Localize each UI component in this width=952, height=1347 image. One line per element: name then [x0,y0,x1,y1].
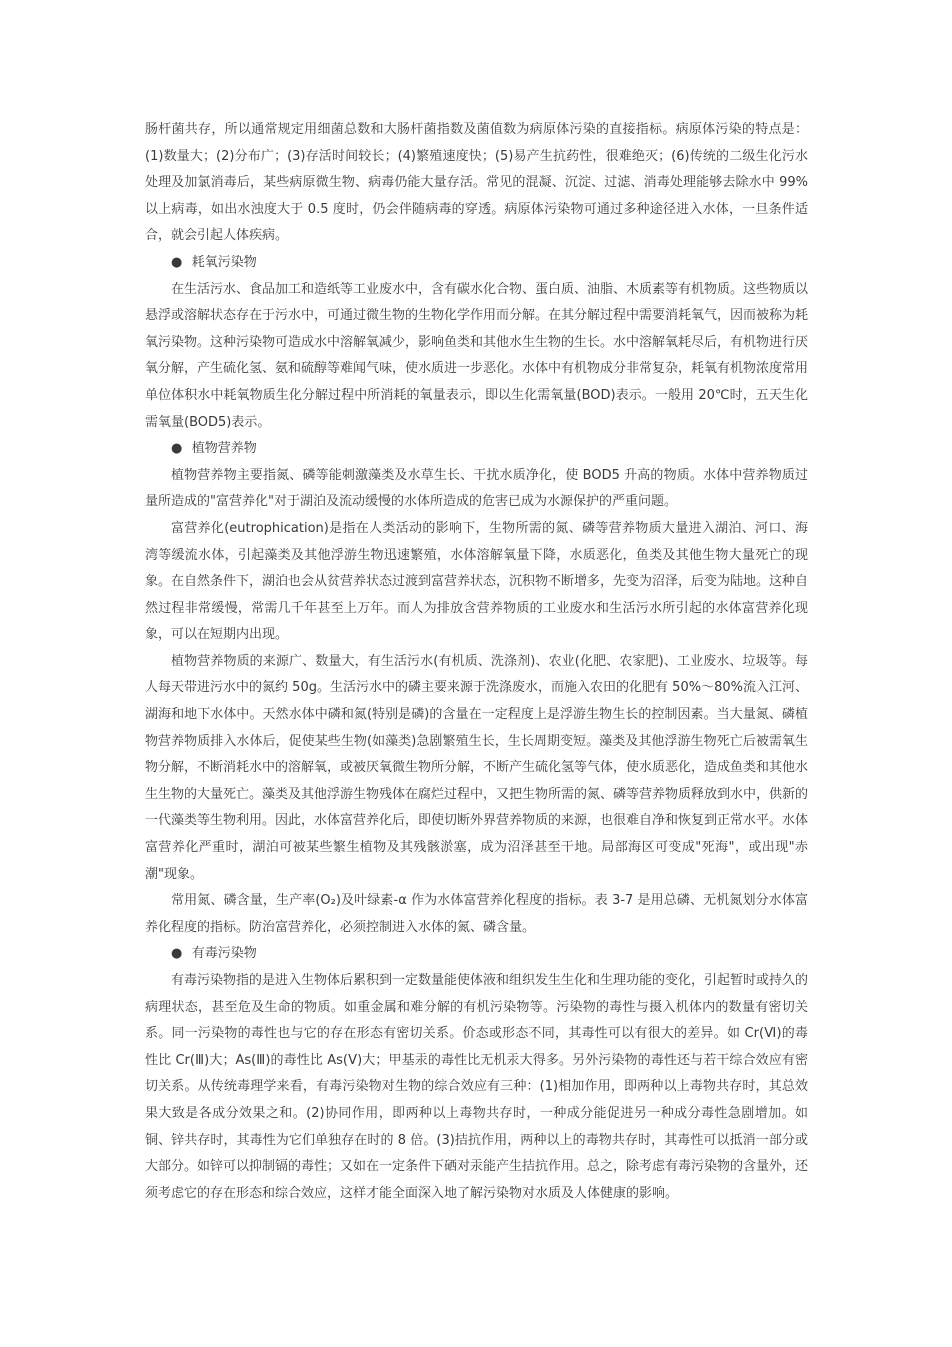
paragraph-nutrient-sources: 植物营养物质的来源广、数量大，有生活污水(有机质、洗涤剂)、农业(化肥、农家肥)、工业废水、垃圾等。每人每天带进污水中的氮约 50g。生活污水中的磷主要来源于洗涤废水，而施入农田的化肥有 50%～80%流入江河、湖海和地下水体中。天然水体中磷和氮(特别是磷)的含量在一定程度上是浮游生物生长的控制因素。当大量氮、磷植物营养物质排入水体后，促使某些生物(如藻类)急剧繁殖生长，生长周期变短。藻类及其他浮游生物死亡后被需氧生物分解，不断消耗水中的溶解氧，或被厌氧微生物所分解，不断产生硫化氢等气体，使水质恶化，造成鱼类和其他水生生物的大量死亡。藻类及其他浮游生物残体在腐烂过程中，又把生物所需的氮、磷等营养物质释放到水中，供新的一代藻类等生物利用。因此，水体富营养化后，即使切断外界营养物质的来源，也很难自净和恢复到正常水平。水体富营养化严重时，湖泊可被某些繁生植物及其残骸淤塞，成为沼泽甚至干地。局部海区可变成"死海"，或出现"赤潮"现象。 [145,653,809,882]
paragraph-oxygen-consuming: 在生活污水、食品加工和造纸等工业废水中，含有碳水化合物、蛋白质、油脂、木质素等有机物质。这些物质以悬浮或溶解状态存在于污水中，可通过微生物的生物化学作用而分解。在其分解过程中需要消耗氧气，因而被称为耗氧污染物。这种污染物可造成水中溶解氧减少，影响鱼类和其他水生生物的生长。水中溶解氧耗尽后，有机物进行厌氧分解，产生硫化氢、氨和硫醇等难闻气味，使水质进一步恶化。水体中有机物成分非常复杂，耗氧有机物浓度常用单位体积水中耗氧物质生化分解过程中所消耗的氧量表示，即以生化需氧量(BOD)表示。一般用 20℃时，五天生化需氧量(BOD5)表示。 [145,281,809,430]
bullet-icon: ● [171,254,183,270]
paragraph-eutrophication: 富营养化(eutrophication)是指在人类活动的影响下，生物所需的氮、磷等营养物质大量进入湖泊、河口、海湾等缓流水体，引起藻类及其他浮游生物迅速繁殖，水体溶解氧量下降，水质恶化，鱼类及其他生物大量死亡的现象。在自然条件下，湖泊也会从贫营养状态过渡到富营养状态，沉积物不断增多，先变为沼泽，后变为陆地。这种自然过程非常缓慢，常需几千年甚至上万年。而人为排放含营养物质的工业废水和生活污水所引起的水体富营养化现象，可以在短期内出现。 [145,520,809,643]
bullet-icon: ● [171,946,183,962]
paragraph-plant-nutrients-intro: 植物营养物主要指氮、磷等能刺激藻类及水草生长、干扰水质净化，使 BOD5 升高的物质。水体中营养物质过量所造成的"富营养化"对于湖泊及流动缓慢的水体所造成的危害已成为水源保护的严重问题。 [145,467,808,510]
heading-oxygen-consuming [145,250,808,277]
paragraph-toxic-pollutants: 有毒污染物指的是进入生物体后累积到一定数量能使体液和组织发生生化和生理功能的变化，引起暂时或持久的病理状态，甚至危及生命的物质。如重金属和难分解的有机污染物等。污染物的毒性与摄入机体内的数量有密切关系。同一污染物的毒性也与它的存在形态有密切关系。价态或形态不同，其毒性可以有很大的差异。如 Cr(Ⅵ)的毒性比 Cr(Ⅲ)大；As(Ⅲ)的毒性比 As(Ⅴ)大；甲基汞的毒性比无机汞大得多。另外污染物的毒性还与若干综合效应有密切关系。从传统毒理学来看，有毒污染物对生物的综合效应有三种：(1)相加作用，即两种以上毒物共存时，其总效果大致是各成分效果之和。(2)协同作用，即两种以上毒物共存时，一种成分能促进另一种成分毒性急剧增加。如铜、锌共存时，其毒性为它们单独存在时的 8 倍。(3)拮抗作用，两种以上的毒物共存时，其毒性可以抵消一部分或大部分。如锌可以抑制镉的毒性；又如在一定条件下硒对汞能产生拮抗作用。总之，除考虑有毒污染物的含量外，还须考虑它的存在形态和综合效应，这样才能全面深入地了解污染物对水质及人体健康的影响。 [145,973,809,1201]
paragraph-pathogen-continued: 肠杆菌共存，所以通常规定用细菌总数和大肠杆菌指数及菌值数为病原体污染的直接指标。病原体污染的特点是：(1)数量大；(2)分布广；(3)存活时间较长；(4)繁殖速度快；(5)易产生抗药性，很难绝灭；(6)传统的二级生化污水处理及加氯消毒后，某些病原微生物、病毒仍能大量存活。常见的混凝、沉淀、过滤、消毒处理能够去除水中 99%以上病毒，如出水浊度大于 0.5 度时，仍会伴随病毒的穿透。病原体污染物可通过多种途径进入水体，一旦条件适合，就会引起人体疾病。 [145,122,808,244]
heading-label: 耗氧污染物 [191,254,257,270]
document-page [145,117,808,1207]
paragraph-eutrophication-indicators: 常用氮、磷含量，生产率(O₂)及叶绿素-α 作为水体富营养化程度的指标。表 3-7 是用总磷、无机氮划分水体富养化程度的指标。防治富营养化，必须控制进入水体的氮、磷含量。 [145,893,808,935]
bullet-icon: ● [171,441,183,457]
heading-label: 植物营养物 [191,441,257,457]
heading-plant-nutrients [145,436,808,463]
heading-label: 有毒污染物 [191,946,257,962]
heading-toxic-pollutants [145,941,808,968]
